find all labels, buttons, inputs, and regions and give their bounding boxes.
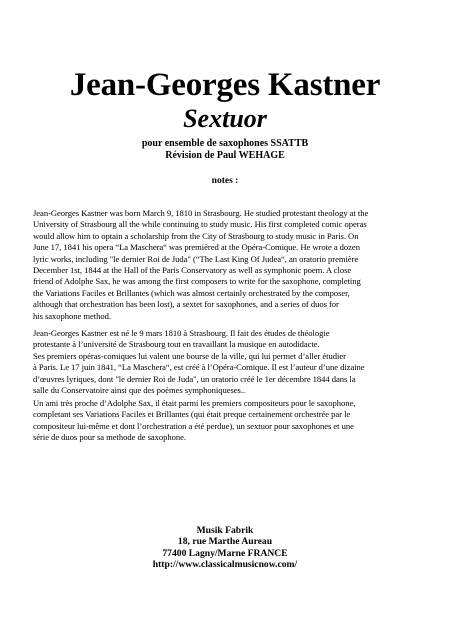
publisher-street: 18, rue Marthe Aureau: [177, 536, 273, 548]
paragraph-line: June 17, 1841 his opera “La Maschera“ was premièred at the Opéra-Comique. He wrote a dozen: [33, 242, 360, 253]
paragraph-line: d’œuvres lyriques, dont "le dernier Roi de Juda", un oratorio créé le 1er décembre 1844 dans la: [33, 373, 356, 384]
paragraph-line: salle du Conservatoire ainsi que des poèmes symphoniqueses..: [33, 385, 246, 396]
publisher-city: 77400 Lagny/Marne FRANCE: [162, 547, 288, 559]
paragraph-line: série de duos pour sa methode de saxophone.: [33, 432, 186, 443]
paragraph-line: Ses premiers opéras-comiques lui valent une bourse de la ville, qui lui permet d’aller étudier: [33, 350, 346, 361]
revision-credit: Révision de Paul WEHAGE: [165, 150, 285, 161]
publisher-block: [0, 525, 450, 571]
paragraph-line: his saxophone method.: [33, 310, 111, 321]
work-title: Sextuor: [183, 104, 267, 133]
composer-name: Jean-Georges Kastner: [69, 67, 381, 103]
notes-heading: notes :: [211, 176, 239, 186]
paragraph-line: completant ses Variations Faciles et Brillantes (qui était preque certainement orchestrée par le: [33, 409, 351, 420]
english-biography: [33, 208, 433, 322]
paragraph-line: lyric works, including "le dernier Roi de Juda" (“The Last King Of Judea“, an oratorio première: [33, 253, 359, 264]
french-biography-part1: [33, 328, 433, 396]
paragraph-line: Un ami très proche d’Adolphe Sax, il était parmi les premiers compositeurs pour le saxophone,: [33, 398, 356, 408]
instrumentation-subtitle: pour ensemble de saxophones SSATTB: [141, 138, 309, 149]
paragraph-line: December 1st, 1844 at the Hall of the Paris Conservatory as well as symphonic poem. A close: [33, 265, 352, 276]
paragraph-line: à Paris. Le 17 juin 1841, “La Maschera“, est créé à l’Opéra-Comique. Il est l’auteur d’une dizaine: [33, 362, 365, 373]
paragraph-line: compositeur lui-même et dont l’orchestration a été perdue), un sextuor pour saxophones et une: [33, 420, 354, 431]
paragraph-line: the Variations Faciles et Brillantes (which was almost certainly orchestrated by the composer,: [33, 287, 350, 298]
paragraph-line: would allow him to optain a scholarship from the City of Strasbourg to study music in Paris. On: [33, 230, 359, 241]
publisher-url-link[interactable]: http://www.classicalmusicnow.com/: [152, 559, 298, 571]
paragraph-line: University of Strasbourg all the while continuing to study music. His first completed comic operas: [33, 219, 367, 230]
paragraph-line: friend of Adolphe Sax, he was among the first composers to write for the saxophone, completing: [33, 276, 361, 287]
french-biography-part2: [33, 398, 433, 444]
publisher-name: Musik Fabrik: [196, 525, 254, 536]
paragraph-line: protestante à l’université de Strasbourg tout en travaillant la musique en autodidacte.: [33, 339, 320, 350]
paragraph-line: Jean-Georges Kastner was born March 9, 1810 in Strasbourg. He studied protestant theology at the: [33, 208, 369, 218]
paragraph-line: Jean-Georges Kastner est né le 9 mars 1810 à Strasbourg. Il fait des études de théologie: [33, 328, 330, 338]
paragraph-line: although that orchestration has been lost), a sextet for saxophones, and a series of duos for: [33, 299, 339, 310]
